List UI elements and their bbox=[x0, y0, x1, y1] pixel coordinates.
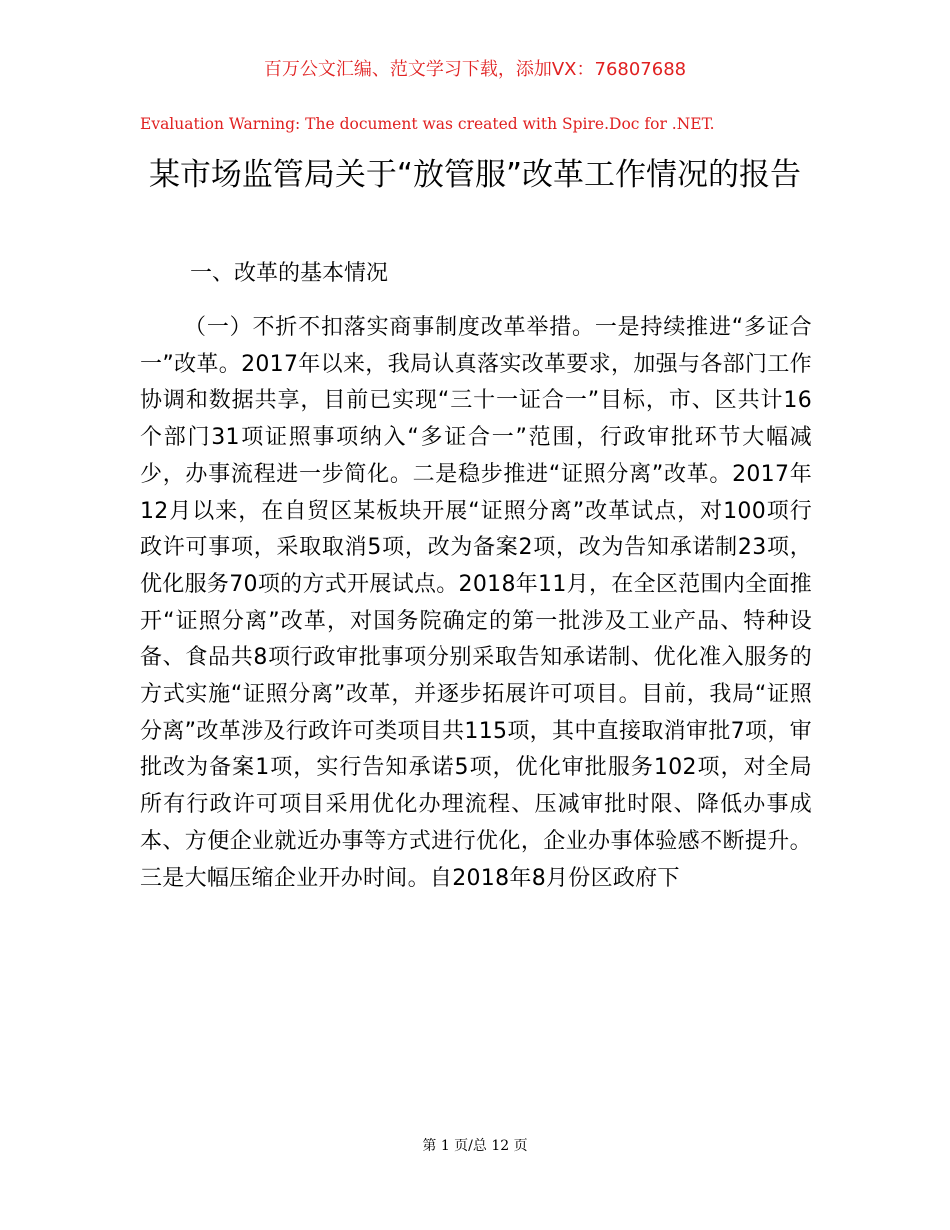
body-paragraph: （一）不折不扣落实商事制度改革举措。一是持续推进“多证合一”改革。2017年以来，我局认真落实改革要求，加强与各部门工作协调和数据共享，目前已实现“三十一证合一”目标，市、区共计16个部门31项证照事项纳入“多证合一”范围，行政审批环节大幅减少，办事流程进一步简化。二是稳步推进“证照分离”改革。2017年12月以来，在自贸区某板块开展“证照分离”改革试点，对100项行政许可事项，采取取消5项，改为备案2项，改为告知承诺制23项，优化服务70项的方式开展试点。2018年11月，在全区范围内全面推开“证照分离”改革，对国务院确定的第一批涉及工业产品、特种设备、食品共8项行政审批事项分别采取告知承诺制、优化准入服务的方式实施“证照分离”改革，并逐步拓展许可项目。目前，我局“证照分离”改革涉及行政许可类项目共115项，其中直接取消审批7项，审批改为备案1项，实行告知承诺5项，优化审批服务102项，对全局所有行政许可项目采用优化办理流程、压减审批时限、降低办事成本、方便企业就近办事等方式进行优化，企业办事体验感不断提升。三是大幅压缩企业开办时间。自2018年8月份区政府下 bbox=[140, 315, 812, 891]
evaluation-warning: Evaluation Warning: The document was created with Spire.Doc for .NET. bbox=[140, 115, 715, 133]
header-ad-text: 百万公文汇编、范文学习下载，添加VX：76807688 bbox=[263, 59, 687, 80]
section-heading: 一、改革的基本情况 bbox=[190, 261, 389, 286]
document-title: 某市场监管局关于“放管服”改革工作情况的报告 bbox=[148, 157, 802, 193]
page-footer: 第 1 页/总 12 页 bbox=[422, 1138, 528, 1154]
